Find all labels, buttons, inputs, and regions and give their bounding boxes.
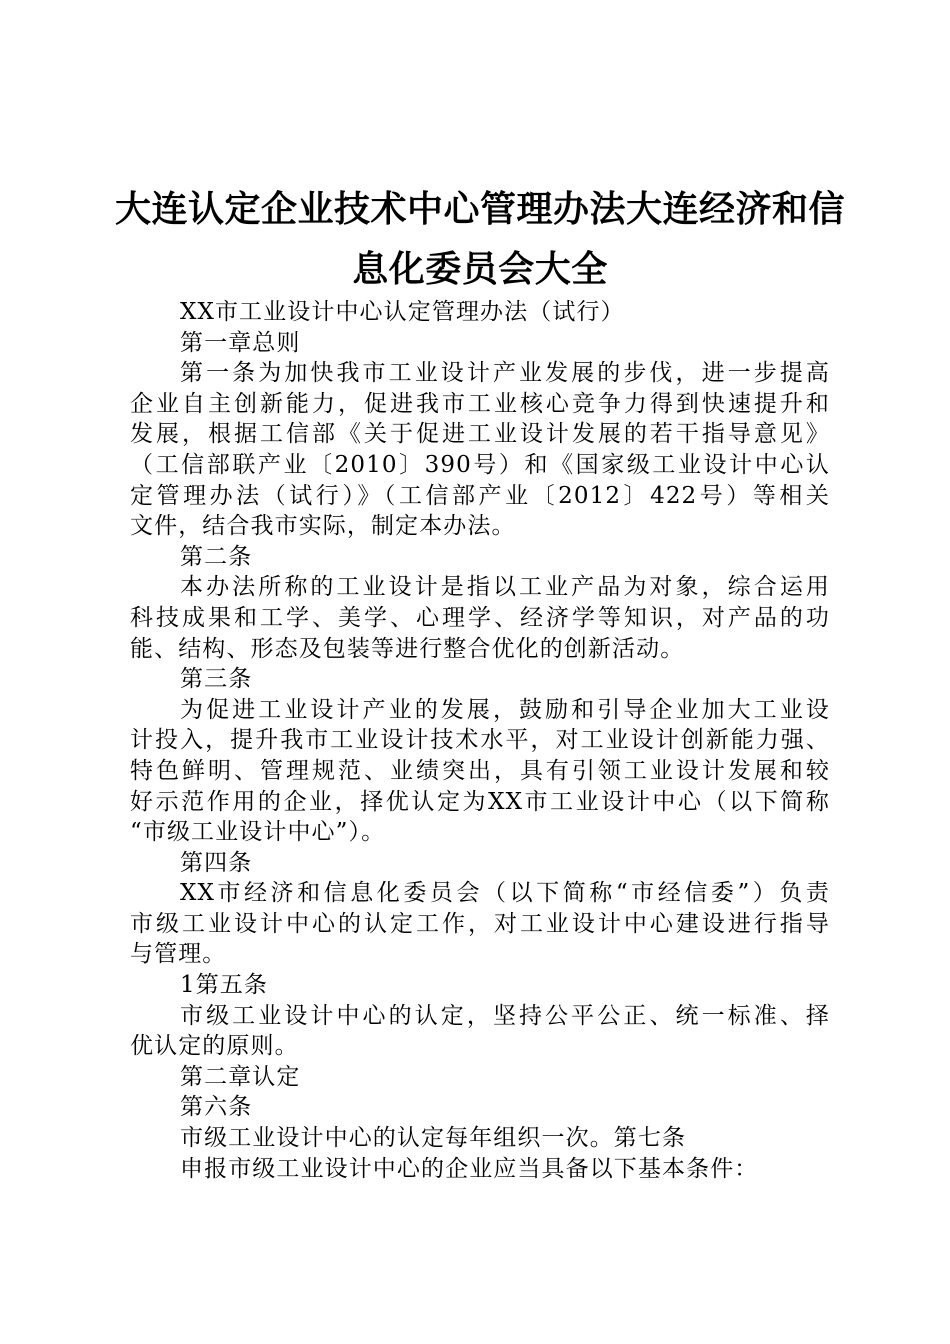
article-heading: 第二条: [180, 543, 253, 570]
paragraph-line: 特色鲜明、管理规范、业绩突出，具有引领工业设计发展和较: [130, 757, 830, 784]
paragraph-line: 计投入，提升我市工业设计技术水平，对工业设计创新能力强、: [130, 727, 830, 754]
paragraph-line: XX市经济和信息化委员会（以下简称“市经信委”）负责: [180, 880, 830, 907]
article-heading: 第六条: [180, 1094, 253, 1121]
paragraph-line: 科技成果和工学、美学、心理学、经济学等知识，对产品的功: [130, 604, 830, 631]
paragraph-line: （工信部联产业〔2010〕390号）和《国家级工业设计中心认: [130, 451, 830, 478]
paragraph-line: 与管理。: [130, 941, 227, 968]
paragraph-line: 第一条为加快我市工业设计产业发展的步伐，进一步提高: [180, 360, 830, 387]
paragraph-line: 市级工业设计中心的认定工作，对工业设计中心建设进行指导: [130, 910, 830, 937]
paragraph-line: 市级工业设计中心的认定，坚持公平公正、统一标准、择: [180, 1002, 830, 1029]
paragraph-line: 定管理办法（试行）》（工信部产业〔2012〕422号）等相关: [130, 482, 830, 509]
paragraph-line: 优认定的原则。: [130, 1033, 299, 1060]
paragraph-line: 发展，根据工信部《关于促进工业设计发展的若干指导意见》: [130, 421, 830, 448]
document-title: [100, 180, 860, 300]
article-heading: 第四条: [180, 849, 253, 876]
paragraph-line: 文件，结合我市实际，制定本办法。: [130, 513, 516, 540]
paragraph-line: 企业自主创新能力，促进我市工业核心竞争力得到快速提升和: [130, 390, 830, 417]
paragraph-line: 能、结构、形态及包装等进行整合优化的创新活动。: [130, 635, 685, 662]
paragraph-line: 市级工业设计中心的认定每年组织一次。第七条: [180, 1125, 687, 1152]
title-line-2: 息化委员会大全: [352, 249, 608, 290]
title-line-1: 大连认定企业技术中心管理办法大连经济和信: [114, 189, 845, 230]
article-heading: 第三条: [180, 666, 253, 693]
article-heading: 1第五条: [180, 972, 269, 999]
chapter-heading: 第二章认定: [180, 1063, 301, 1090]
document-body: [130, 297, 830, 1184]
paragraph-line: 为促进工业设计产业的发展，鼓励和引导企业加大工业设: [180, 696, 830, 723]
doc-subtitle: XX市工业设计中心认定管理办法（试行）: [180, 299, 625, 325]
chapter-heading: 第一章总则: [180, 329, 301, 356]
paragraph-line: 本办法所称的工业设计是指以工业产品为对象，综合运用: [180, 574, 830, 601]
paragraph-line: 申报市级工业设计中心的企业应当具备以下基本条件：: [180, 1155, 759, 1182]
paragraph-line: 好示范作用的企业，择优认定为XX市工业设计中心（以下简称: [130, 788, 830, 815]
paragraph-line: “市级工业设计中心”）。: [130, 819, 386, 846]
